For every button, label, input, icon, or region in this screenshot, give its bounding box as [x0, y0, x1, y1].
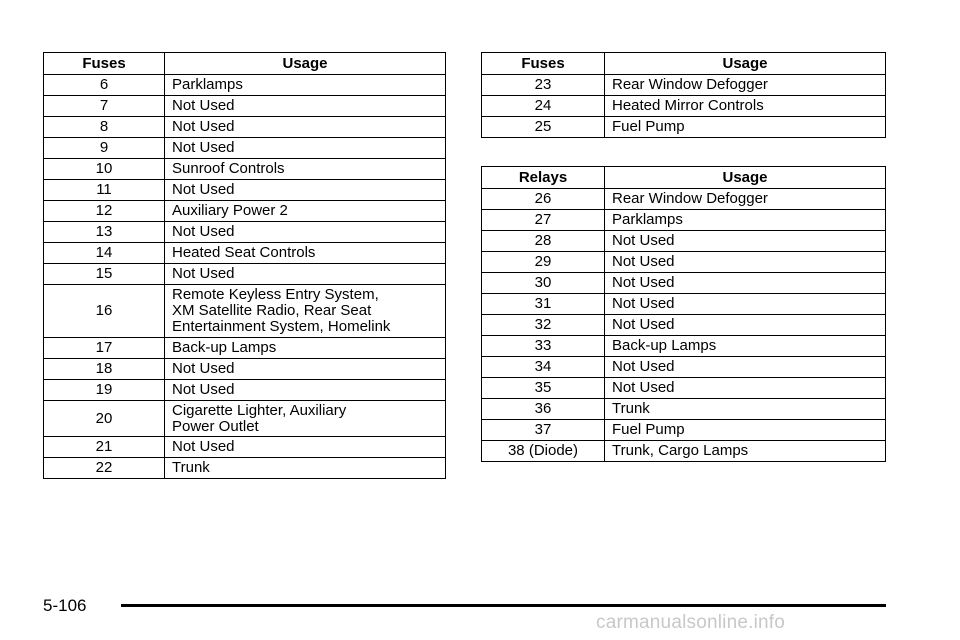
cell-usage [165, 75, 446, 96]
table-row [44, 96, 446, 117]
cell-number: 23 [482, 75, 605, 96]
usage-line: Heated Mirror Controls [612, 97, 764, 114]
usage-line: Trunk [172, 459, 210, 476]
table-row [482, 420, 886, 441]
table-row [44, 401, 446, 437]
cell-number: 11 [44, 180, 165, 201]
cell-usage [605, 294, 886, 315]
usage-line: XM Satellite Radio, Rear Seat [172, 302, 372, 319]
usage-line: Not Used [172, 223, 235, 240]
table-row [44, 180, 446, 201]
cell-number: 36 [482, 399, 605, 420]
cell-number: 19 [44, 380, 165, 401]
fuse-table-right [481, 52, 886, 138]
table-row [482, 315, 886, 336]
table-row [44, 458, 446, 479]
table-row [482, 96, 886, 117]
cell-number: 13 [44, 222, 165, 243]
usage-line: Trunk [612, 400, 650, 417]
usage-line: Entertainment System, Homelink [172, 318, 391, 335]
table-row [482, 378, 886, 399]
footer-rule [121, 604, 886, 607]
cell-number: 35 [482, 378, 605, 399]
cell-usage [165, 437, 446, 458]
usage-line: Back-up Lamps [612, 337, 717, 354]
cell-usage [605, 378, 886, 399]
cell-number: 25 [482, 117, 605, 138]
usage-line: Not Used [172, 381, 235, 398]
cell-number: 33 [482, 336, 605, 357]
usage-line: Not Used [172, 118, 235, 135]
cell-number: 26 [482, 189, 605, 210]
cell-number: 29 [482, 252, 605, 273]
table-row [44, 380, 446, 401]
usage-line: Not Used [612, 253, 675, 270]
cell-usage [605, 117, 886, 138]
watermark: carmanualsonline.info [596, 612, 786, 633]
column-header-usage: Usage [605, 53, 886, 75]
usage-line: Not Used [612, 232, 675, 249]
cell-number: 16 [44, 285, 165, 338]
cell-usage [165, 117, 446, 138]
table-row [482, 336, 886, 357]
cell-usage [165, 401, 446, 437]
usage-line: Rear Window Defogger [612, 76, 768, 93]
column-header-relays: Relays [482, 167, 605, 189]
column-header-usage: Usage [165, 53, 446, 75]
cell-number: 21 [44, 437, 165, 458]
table-row [482, 189, 886, 210]
usage-line: Back-up Lamps [172, 339, 277, 356]
usage-line: Not Used [172, 139, 235, 156]
usage-line: Not Used [172, 181, 235, 198]
cell-usage [605, 189, 886, 210]
table-row [44, 75, 446, 96]
usage-line: Not Used [172, 438, 235, 455]
table-row [44, 359, 446, 380]
column-header-usage: Usage [605, 167, 886, 189]
cell-usage [165, 201, 446, 222]
column-header-fuses: Fuses [44, 53, 165, 75]
cell-number: 27 [482, 210, 605, 231]
table-row [44, 243, 446, 264]
cell-number: 32 [482, 315, 605, 336]
cell-usage [165, 359, 446, 380]
table-row [44, 437, 446, 458]
cell-number: 9 [44, 138, 165, 159]
relay-table [481, 166, 886, 462]
cell-number: 10 [44, 159, 165, 180]
cell-number: 6 [44, 75, 165, 96]
cell-number: 24 [482, 96, 605, 117]
usage-line: Parklamps [612, 211, 683, 228]
cell-usage [165, 159, 446, 180]
cell-usage [605, 441, 886, 462]
table-row [44, 338, 446, 359]
table-row [44, 117, 446, 138]
cell-number: 17 [44, 338, 165, 359]
table-body [44, 75, 446, 479]
table-row [44, 285, 446, 338]
fuse-table-left [43, 52, 446, 479]
cell-number: 12 [44, 201, 165, 222]
usage-line: Auxiliary Power 2 [172, 202, 288, 219]
cell-number: 30 [482, 273, 605, 294]
cell-usage [165, 138, 446, 159]
cell-number: 34 [482, 357, 605, 378]
cell-number: 38 (Diode) [482, 441, 605, 462]
cell-number: 28 [482, 231, 605, 252]
cell-usage [605, 399, 886, 420]
table-body [482, 189, 886, 462]
usage-line: Not Used [172, 360, 235, 377]
cell-usage [605, 315, 886, 336]
cell-usage [165, 458, 446, 479]
usage-line: Power Outlet [172, 417, 259, 435]
cell-usage [165, 96, 446, 117]
cell-number: 22 [44, 458, 165, 479]
table-row [44, 159, 446, 180]
table-row [482, 252, 886, 273]
table-row [44, 264, 446, 285]
page-number: 5-106 [43, 596, 87, 615]
table-row [482, 357, 886, 378]
table-row [44, 138, 446, 159]
cell-usage [605, 75, 886, 96]
table-header-row [482, 53, 886, 75]
usage-line: Heated Seat Controls [172, 244, 316, 261]
cell-usage [165, 380, 446, 401]
usage-line: Not Used [172, 97, 235, 114]
usage-line: Not Used [612, 295, 675, 312]
cell-number: 31 [482, 294, 605, 315]
cell-usage [165, 222, 446, 243]
table-header-row [44, 53, 446, 75]
cell-number: 14 [44, 243, 165, 264]
cell-usage [165, 285, 446, 338]
table-header-row [482, 167, 886, 189]
cell-usage [165, 180, 446, 201]
usage-line: Fuel Pump [612, 421, 685, 438]
table-row [482, 117, 886, 138]
usage-line: Trunk, Cargo Lamps [612, 442, 749, 459]
cell-number: 15 [44, 264, 165, 285]
usage-line: Not Used [612, 379, 675, 396]
table-body [482, 75, 886, 138]
usage-line: Fuel Pump [612, 118, 685, 135]
cell-number: 8 [44, 117, 165, 138]
usage-line: Not Used [172, 265, 235, 282]
cell-number: 7 [44, 96, 165, 117]
cell-usage [165, 338, 446, 359]
cell-number: 37 [482, 420, 605, 441]
cell-usage [605, 357, 886, 378]
cell-usage [605, 420, 886, 441]
cell-usage [605, 210, 886, 231]
table-row [482, 75, 886, 96]
table-row [482, 273, 886, 294]
table-row [482, 399, 886, 420]
cell-usage [605, 96, 886, 117]
table-row [482, 210, 886, 231]
table-row [482, 441, 886, 462]
usage-line: Not Used [612, 274, 675, 291]
table-row [44, 222, 446, 243]
cell-usage [605, 273, 886, 294]
cell-usage [165, 264, 446, 285]
table-row [44, 201, 446, 222]
cell-number: 20 [44, 401, 165, 437]
table-row [482, 294, 886, 315]
usage-line: Not Used [612, 358, 675, 375]
usage-line: Not Used [612, 316, 675, 333]
cell-number: 18 [44, 359, 165, 380]
usage-line: Cigarette Lighter, Auxiliary [172, 401, 347, 419]
table-row [482, 231, 886, 252]
cell-usage [605, 252, 886, 273]
usage-line: Rear Window Defogger [612, 190, 768, 207]
usage-line: Remote Keyless Entry System, [172, 286, 379, 303]
cell-usage [605, 231, 886, 252]
column-header-fuses: Fuses [482, 53, 605, 75]
usage-line: Parklamps [172, 76, 243, 93]
usage-line: Sunroof Controls [172, 160, 285, 177]
cell-usage [165, 243, 446, 264]
cell-usage [605, 336, 886, 357]
